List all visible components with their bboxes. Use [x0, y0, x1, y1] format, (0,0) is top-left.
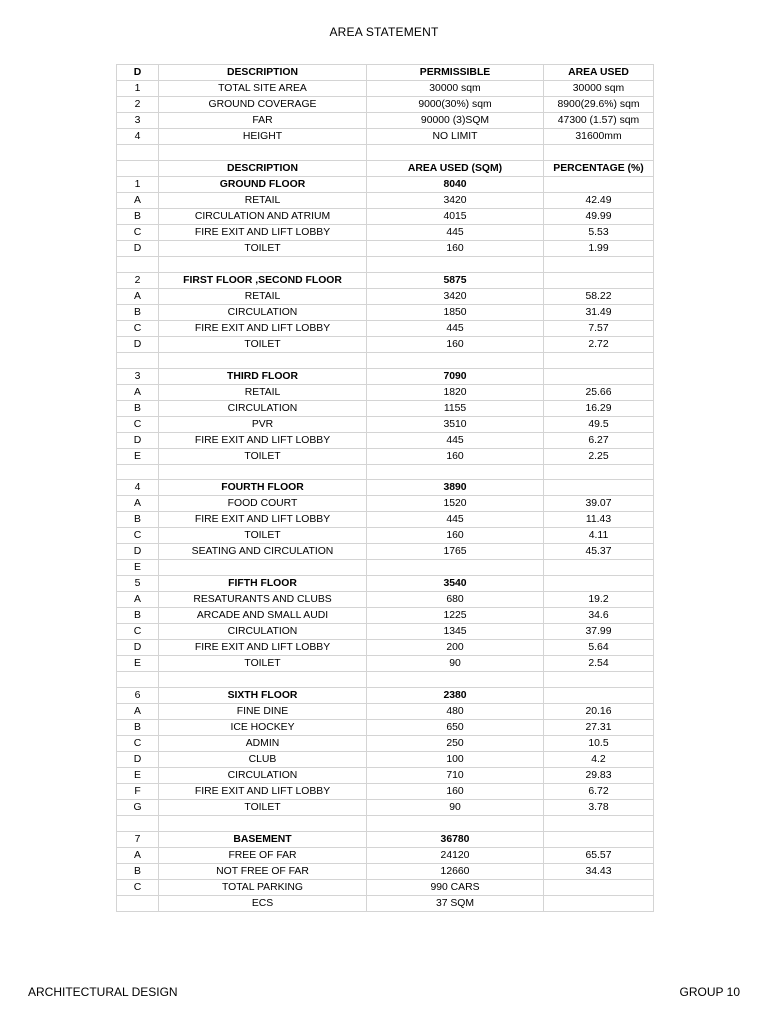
- table-cell: CLUB: [159, 752, 367, 768]
- table-cell: B: [117, 608, 159, 624]
- table-cell: FIFTH FLOOR: [159, 576, 367, 592]
- table-cell: NOT FREE OF FAR: [159, 864, 367, 880]
- table-cell: 1155: [367, 400, 544, 416]
- table-cell: 49.99: [544, 208, 654, 224]
- table-cell: C: [117, 624, 159, 640]
- footer-group: GROUP 10: [679, 985, 740, 999]
- table-cell: RETAIL: [159, 384, 367, 400]
- table-cell: DESCRIPTION: [159, 65, 367, 81]
- table-cell: 3.78: [544, 800, 654, 816]
- table-cell: 5: [117, 576, 159, 592]
- table-cell: [544, 672, 654, 688]
- table-cell: B: [117, 400, 159, 416]
- table-row: [117, 528, 654, 544]
- table-cell: 3: [117, 113, 159, 129]
- table-cell: 445: [367, 224, 544, 240]
- table-cell: 20.16: [544, 704, 654, 720]
- table-cell: [544, 576, 654, 592]
- table-cell: 9000(30%) sqm: [367, 97, 544, 113]
- table-cell: 1: [117, 176, 159, 192]
- table-section-row: [117, 368, 654, 384]
- table-cell: THIRD FLOOR: [159, 368, 367, 384]
- table-cell: 6: [117, 688, 159, 704]
- page-title: AREA STATEMENT: [329, 25, 439, 39]
- table-row: [117, 656, 654, 672]
- table-cell: 2380: [367, 688, 544, 704]
- table-spacer-row: [117, 816, 654, 832]
- table-row: [117, 592, 654, 608]
- table-cell: 480: [367, 704, 544, 720]
- table-cell: 45.37: [544, 544, 654, 560]
- table-spacer-row: [117, 464, 654, 480]
- table-row: [117, 288, 654, 304]
- table-cell: [544, 832, 654, 848]
- table-row: [117, 608, 654, 624]
- table-cell: FIRE EXIT AND LIFT LOBBY: [159, 784, 367, 800]
- table-cell: D: [117, 65, 159, 81]
- table-cell: SIXTH FLOOR: [159, 688, 367, 704]
- table-section-row: [117, 688, 654, 704]
- table-cell: [159, 464, 367, 480]
- table-spacer-row: [117, 256, 654, 272]
- table-cell: E: [117, 656, 159, 672]
- table-cell: PERMISSIBLE: [367, 65, 544, 81]
- table-section-row: [117, 272, 654, 288]
- table-cell: 4.11: [544, 528, 654, 544]
- table-cell: TOILET: [159, 336, 367, 352]
- table-cell: [544, 896, 654, 912]
- table-cell: D: [117, 240, 159, 256]
- table-cell: C: [117, 224, 159, 240]
- table-cell: 445: [367, 320, 544, 336]
- table-cell: 30000 sqm: [544, 81, 654, 97]
- table-cell: 7: [117, 832, 159, 848]
- table-cell: A: [117, 592, 159, 608]
- table-cell: 710: [367, 768, 544, 784]
- table-cell: CIRCULATION AND ATRIUM: [159, 208, 367, 224]
- table-cell: [117, 672, 159, 688]
- table-row: [117, 720, 654, 736]
- table-cell: TOILET: [159, 240, 367, 256]
- table-cell: 160: [367, 336, 544, 352]
- table-row: [117, 448, 654, 464]
- table-cell: 24120: [367, 848, 544, 864]
- table-cell: CIRCULATION: [159, 400, 367, 416]
- table-cell: [367, 352, 544, 368]
- table-row: [117, 512, 654, 528]
- table-row: [117, 400, 654, 416]
- table-cell: [544, 480, 654, 496]
- table-cell: A: [117, 192, 159, 208]
- table-cell: E: [117, 448, 159, 464]
- table-cell: D: [117, 336, 159, 352]
- table-cell: 4: [117, 480, 159, 496]
- table-cell: [159, 352, 367, 368]
- table-row: [117, 640, 654, 656]
- table-cell: TOILET: [159, 528, 367, 544]
- table-section-row: [117, 176, 654, 192]
- table-cell: A: [117, 496, 159, 512]
- table-row: [117, 784, 654, 800]
- table-spacer-row: [117, 145, 654, 161]
- table-cell: 4: [117, 129, 159, 145]
- table-section-row: [117, 576, 654, 592]
- table-cell: [544, 816, 654, 832]
- table-cell: [544, 145, 654, 161]
- table-row: [117, 752, 654, 768]
- table-cell: FREE OF FAR: [159, 848, 367, 864]
- table-cell: SEATING AND CIRCULATION: [159, 544, 367, 560]
- table-cell: 1225: [367, 608, 544, 624]
- table-row: [117, 544, 654, 560]
- table-cell: [544, 880, 654, 896]
- table-cell: 1.99: [544, 240, 654, 256]
- table-cell: FIRST FLOOR ,SECOND FLOOR: [159, 272, 367, 288]
- table-cell: [544, 688, 654, 704]
- table-cell: 3540: [367, 576, 544, 592]
- table-cell: A: [117, 384, 159, 400]
- table-cell: 29.83: [544, 768, 654, 784]
- table-cell: 34.6: [544, 608, 654, 624]
- table-row: [117, 304, 654, 320]
- table-cell: 3: [117, 368, 159, 384]
- table-cell: [544, 464, 654, 480]
- table-cell: BASEMENT: [159, 832, 367, 848]
- table-cell: [544, 256, 654, 272]
- table-cell: FIRE EXIT AND LIFT LOBBY: [159, 512, 367, 528]
- table-row: [117, 624, 654, 640]
- table-cell: [159, 145, 367, 161]
- table-row: [117, 848, 654, 864]
- table-cell: [544, 176, 654, 192]
- table-cell: PERCENTAGE (%): [544, 160, 654, 176]
- table-cell: 650: [367, 720, 544, 736]
- table-body: [117, 65, 654, 912]
- table-cell: [367, 672, 544, 688]
- table-cell: B: [117, 304, 159, 320]
- table-cell: HEIGHT: [159, 129, 367, 145]
- table-cell: [117, 816, 159, 832]
- table-cell: 1345: [367, 624, 544, 640]
- table-cell: 2.54: [544, 656, 654, 672]
- table-cell: 6.72: [544, 784, 654, 800]
- table-cell: FAR: [159, 113, 367, 129]
- table-cell: [544, 272, 654, 288]
- table-cell: 12660: [367, 864, 544, 880]
- table-cell: 3420: [367, 192, 544, 208]
- table-cell: C: [117, 416, 159, 432]
- table-row: [117, 240, 654, 256]
- table-cell: TOTAL PARKING: [159, 880, 367, 896]
- table-cell: 250: [367, 736, 544, 752]
- table-cell: G: [117, 800, 159, 816]
- table-cell: FINE DINE: [159, 704, 367, 720]
- table-cell: 47300 (1.57) sqm: [544, 113, 654, 129]
- table-cell: F: [117, 784, 159, 800]
- table-cell: TOILET: [159, 448, 367, 464]
- table-spacer-row: [117, 672, 654, 688]
- table-cell: C: [117, 736, 159, 752]
- table-row: [117, 224, 654, 240]
- table-row: [117, 320, 654, 336]
- table-cell: 58.22: [544, 288, 654, 304]
- table-cell: 160: [367, 240, 544, 256]
- table-cell: GROUND COVERAGE: [159, 97, 367, 113]
- table-cell: 8900(29.6%) sqm: [544, 97, 654, 113]
- table-cell: [117, 145, 159, 161]
- table-cell: 37.99: [544, 624, 654, 640]
- table-cell: 2: [117, 272, 159, 288]
- table-cell: ADMIN: [159, 736, 367, 752]
- table-cell: B: [117, 208, 159, 224]
- table-cell: 49.5: [544, 416, 654, 432]
- table-cell: 2: [117, 97, 159, 113]
- table-cell: [159, 560, 367, 576]
- table-row: [117, 880, 654, 896]
- table-cell: 90: [367, 656, 544, 672]
- table-section-row: [117, 832, 654, 848]
- table-cell: 445: [367, 512, 544, 528]
- table-cell: 1765: [367, 544, 544, 560]
- table-cell: 5.53: [544, 224, 654, 240]
- table-cell: ICE HOCKEY: [159, 720, 367, 736]
- table-cell: RETAIL: [159, 192, 367, 208]
- table-cell: 90000 (3)SQM: [367, 113, 544, 129]
- table-row: [117, 81, 654, 97]
- table-cell: 7090: [367, 368, 544, 384]
- table-cell: RETAIL: [159, 288, 367, 304]
- area-statement-table: [116, 64, 654, 912]
- table-cell: 8040: [367, 176, 544, 192]
- table-cell: [544, 560, 654, 576]
- table-cell: [367, 145, 544, 161]
- table-cell: 31.49: [544, 304, 654, 320]
- table-cell: [367, 816, 544, 832]
- table-cell: DESCRIPTION: [159, 160, 367, 176]
- table-cell: TOILET: [159, 800, 367, 816]
- table-cell: 90: [367, 800, 544, 816]
- table-row: [117, 384, 654, 400]
- table-row: [117, 864, 654, 880]
- table-row: [117, 704, 654, 720]
- footer-course: ARCHITECTURAL DESIGN: [28, 985, 178, 999]
- table-cell: [367, 464, 544, 480]
- table-cell: C: [117, 528, 159, 544]
- table-row: [117, 432, 654, 448]
- table-cell: [117, 160, 159, 176]
- table-cell: PVR: [159, 416, 367, 432]
- table-cell: [544, 368, 654, 384]
- table-cell: GROUND FLOOR: [159, 176, 367, 192]
- table-cell: CIRCULATION: [159, 768, 367, 784]
- table-row: [117, 736, 654, 752]
- table-cell: E: [117, 560, 159, 576]
- table-row: [117, 192, 654, 208]
- table-row: [117, 896, 654, 912]
- table-cell: A: [117, 704, 159, 720]
- table-cell: FIRE EXIT AND LIFT LOBBY: [159, 640, 367, 656]
- table-cell: [117, 896, 159, 912]
- table-cell: 6.27: [544, 432, 654, 448]
- table-cell: A: [117, 288, 159, 304]
- table-cell: CIRCULATION: [159, 304, 367, 320]
- table-row: [117, 496, 654, 512]
- table-cell: 160: [367, 784, 544, 800]
- table-cell: 37 SQM: [367, 896, 544, 912]
- table-cell: FOURTH FLOOR: [159, 480, 367, 496]
- table-cell: B: [117, 864, 159, 880]
- table-row: [117, 336, 654, 352]
- table-cell: A: [117, 848, 159, 864]
- table-cell: B: [117, 512, 159, 528]
- table-cell: 1820: [367, 384, 544, 400]
- table-cell: ARCADE AND SMALL AUDI: [159, 608, 367, 624]
- table-cell: FIRE EXIT AND LIFT LOBBY: [159, 320, 367, 336]
- table-cell: 200: [367, 640, 544, 656]
- table-cell: 5.64: [544, 640, 654, 656]
- table-cell: TOILET: [159, 656, 367, 672]
- table-cell: 2.25: [544, 448, 654, 464]
- table-cell: [117, 464, 159, 480]
- table-cell: [367, 256, 544, 272]
- table-cell: [159, 672, 367, 688]
- table-cell: 5875: [367, 272, 544, 288]
- table-cell: 160: [367, 528, 544, 544]
- table-cell: 990 CARS: [367, 880, 544, 896]
- table-cell: 2.72: [544, 336, 654, 352]
- table-cell: FIRE EXIT AND LIFT LOBBY: [159, 432, 367, 448]
- table-cell: [117, 352, 159, 368]
- table-cell: 160: [367, 448, 544, 464]
- table-cell: AREA USED: [544, 65, 654, 81]
- table-row: [117, 97, 654, 113]
- table-cell: D: [117, 432, 159, 448]
- table-cell: 34.43: [544, 864, 654, 880]
- table-header-row: [117, 65, 654, 81]
- table-cell: ECS: [159, 896, 367, 912]
- table-cell: [117, 256, 159, 272]
- table-cell: FIRE EXIT AND LIFT LOBBY: [159, 224, 367, 240]
- table-row: [117, 113, 654, 129]
- table-row: [117, 560, 654, 576]
- table-cell: CIRCULATION: [159, 624, 367, 640]
- table-cell: 30000 sqm: [367, 81, 544, 97]
- table-cell: C: [117, 320, 159, 336]
- table-row: [117, 208, 654, 224]
- table-section-row: [117, 480, 654, 496]
- table-cell: D: [117, 640, 159, 656]
- table-cell: 4015: [367, 208, 544, 224]
- table-cell: 27.31: [544, 720, 654, 736]
- table-cell: [544, 352, 654, 368]
- table-cell: FOOD COURT: [159, 496, 367, 512]
- table-cell: 3890: [367, 480, 544, 496]
- table-row: [117, 800, 654, 816]
- table-cell: 1520: [367, 496, 544, 512]
- table-cell: 25.66: [544, 384, 654, 400]
- table-cell: D: [117, 544, 159, 560]
- table-cell: 42.49: [544, 192, 654, 208]
- table-cell: 19.2: [544, 592, 654, 608]
- table-cell: 65.57: [544, 848, 654, 864]
- table-cell: RESATURANTS AND CLUBS: [159, 592, 367, 608]
- table-cell: AREA USED (SQM): [367, 160, 544, 176]
- table-row: [117, 129, 654, 145]
- table-row: [117, 768, 654, 784]
- table-cell: 16.29: [544, 400, 654, 416]
- table-cell: 4.2: [544, 752, 654, 768]
- table-cell: [159, 816, 367, 832]
- table-cell: TOTAL SITE AREA: [159, 81, 367, 97]
- table-header-row: [117, 160, 654, 176]
- table-cell: 1: [117, 81, 159, 97]
- table-cell: 3420: [367, 288, 544, 304]
- table-cell: 39.07: [544, 496, 654, 512]
- table-cell: 680: [367, 592, 544, 608]
- table-cell: C: [117, 880, 159, 896]
- table-cell: 445: [367, 432, 544, 448]
- table-cell: 31600mm: [544, 129, 654, 145]
- table-cell: 10.5: [544, 736, 654, 752]
- table-cell: B: [117, 720, 159, 736]
- table-cell: 7.57: [544, 320, 654, 336]
- table-cell: [159, 256, 367, 272]
- table-cell: E: [117, 768, 159, 784]
- table-cell: 11.43: [544, 512, 654, 528]
- table-cell: 100: [367, 752, 544, 768]
- table-cell: 1850: [367, 304, 544, 320]
- table-cell: NO LIMIT: [367, 129, 544, 145]
- table-cell: D: [117, 752, 159, 768]
- table-cell: 3510: [367, 416, 544, 432]
- table-cell: 36780: [367, 832, 544, 848]
- table-cell: [367, 560, 544, 576]
- table-row: [117, 416, 654, 432]
- table-spacer-row: [117, 352, 654, 368]
